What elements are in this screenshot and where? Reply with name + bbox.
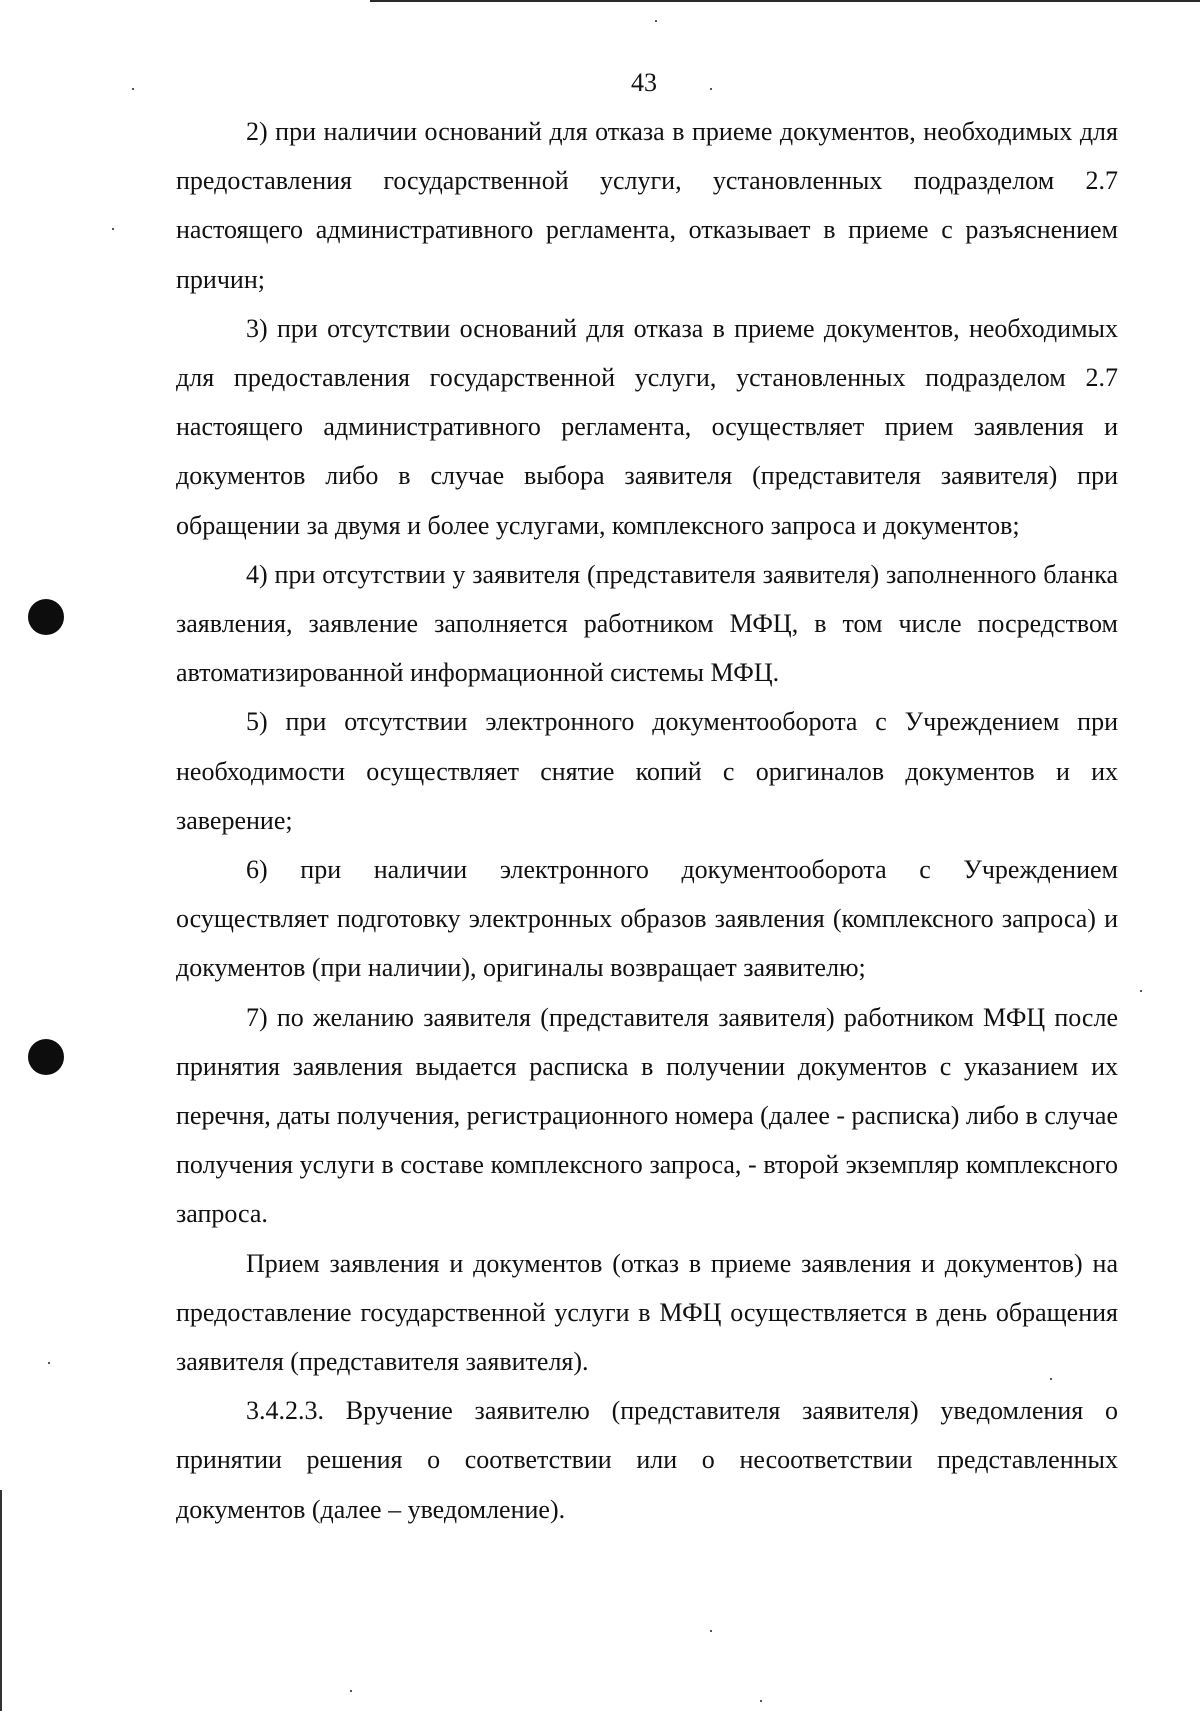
- paragraph-acceptance: Прием заявления и документов (отказ в приеме заявления и документов) на предоставление государственной услуги в МФЦ осуществляется в день обращения заявителя (представителя заявителя).: [176, 1248, 1118, 1377]
- paragraph-item-3: 3) при отсутствии оснований для отказа в приеме документов, необходимых для предоставления государственной услуги, установленных подразделом 2.7 настоящего административного регламента, осуществляет прием заявления и документов либо в случае выбора заявителя (представителя заявителя) при обращении за двумя и более услугами, комплексного запроса и документов;: [176, 313, 1118, 540]
- binder-hole-mark: [28, 599, 64, 635]
- scan-speck: [132, 88, 134, 90]
- scan-speck: [710, 88, 712, 90]
- binder-hole-mark: [28, 1039, 64, 1075]
- paragraph-item-6: 6) при наличии электронного документооборота с Учреждением осуществляет подготовку электронных образов заявления (комплексного запроса) и документов (при наличии), оригиналы возвращает заявителю;: [176, 855, 1118, 983]
- paragraph-item-5: 5) при отсутствии электронного документооборота с Учреждением при необходимости осуществляет снятие копий с оригиналов документов и их заверение;: [176, 707, 1118, 835]
- page-number: 43: [631, 68, 657, 97]
- scan-speck: [1140, 990, 1142, 992]
- scan-speck: [350, 1690, 352, 1692]
- top-scan-edge: [370, 0, 1200, 2]
- scan-speck: [48, 1362, 50, 1364]
- scan-speck: [1050, 1378, 1052, 1380]
- paragraph-section-3-4-2-3: 3.4.2.3. Вручение заявителю (представителя заявителя) уведомления о принятии решения о соответствии или о несоответствии представленных документов (далее – уведомление).: [176, 1396, 1118, 1524]
- left-scan-edge: [0, 1490, 2, 1711]
- scan-speck: [710, 1630, 712, 1632]
- paragraph-item-4: 4) при отсутствии у заявителя (представителя заявителя) заполненного бланка заявления, заявление заполняется работником МФЦ, в том числе посредством автоматизированной информационной системы МФЦ.: [176, 559, 1118, 688]
- scan-speck: [112, 228, 114, 230]
- scan-speck: [760, 1700, 762, 1702]
- paragraph-item-7: 7) по желанию заявителя (представителя заявителя) работником МФЦ после принятия заявления выдается расписка в получении документов с указанием их перечня, даты получения, регистрационного номера (далее - расписка) либо в случае получения услуги в составе комплексного запроса, - второй экземпляр комплексного запроса.: [176, 1002, 1118, 1229]
- document-body: [176, 107, 1118, 1534]
- paragraph-item-2: 2) при наличии оснований для отказа в приеме документов, необходимых для предоставления государственной услуги, установленных подразделом 2.7 настоящего административного регламента, отказывает в приеме с разъяснением причин;: [176, 117, 1118, 294]
- scan-speck: [655, 20, 657, 22]
